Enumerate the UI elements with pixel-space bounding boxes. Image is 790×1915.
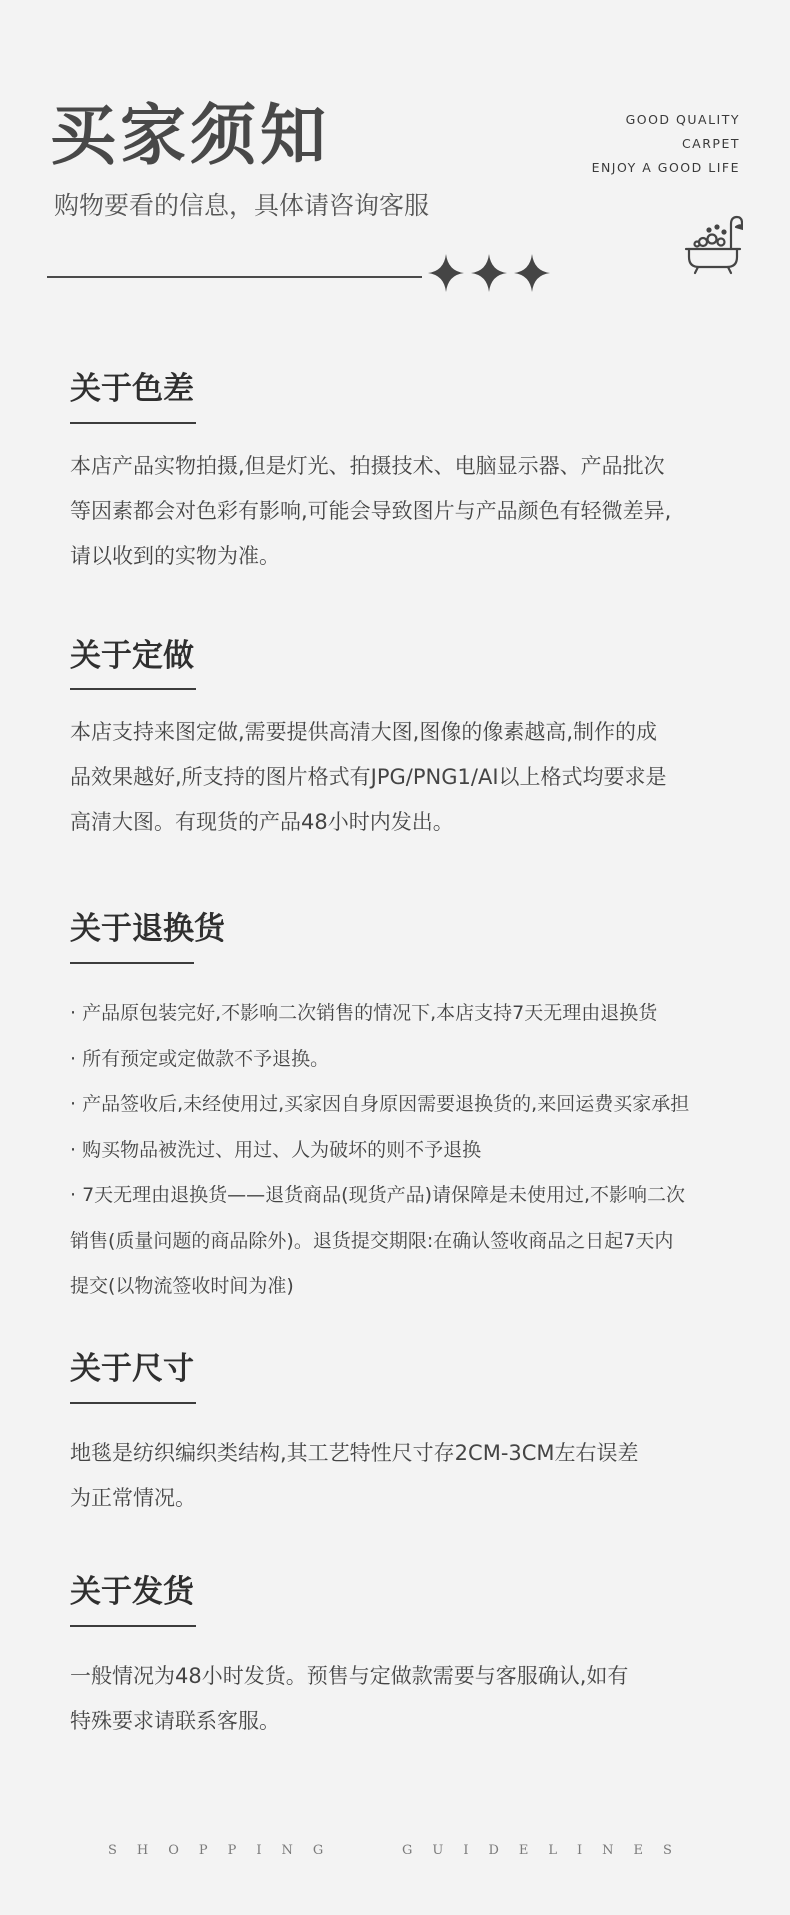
section-body-customization [70, 710, 740, 845]
list-item: · 购买物品被洗过、用过、人为破坏的则不予退换 [70, 1138, 482, 1161]
section-title-shipping: 关于发货 [70, 1574, 194, 1610]
footer-guidelines: GUIDELINES [402, 1843, 692, 1858]
section-underline [70, 422, 196, 424]
body-line: 为正常情况。 [70, 1486, 196, 1510]
section-body-color-difference [70, 444, 740, 579]
star-icon [428, 254, 464, 292]
list-item: 提交(以物流签收时间为准) [70, 1275, 294, 1297]
body-line: 高清大图。有现货的产品48小时内发出。 [70, 810, 454, 834]
footer-shopping: SHOPPING [108, 1843, 344, 1858]
page-title: 买家须知 [50, 97, 330, 174]
section-title-customization: 关于定做 [70, 638, 194, 674]
body-line: 本店产品实物拍摄,但是灯光、拍摄技术、电脑显示器、产品批次 [70, 454, 665, 478]
stars-decoration [426, 250, 554, 296]
star-icon [471, 254, 507, 292]
list-item: 销售(质量问题的商品除外)。退货提交期限:在确认签收商品之日起7天内 [70, 1229, 674, 1252]
section-title-returns: 关于退换货 [70, 911, 225, 947]
list-item: · 7天无理由退换货——退货商品(现货产品)请保障是未使用过,不影响二次 [70, 1184, 686, 1206]
section-title-size: 关于尺寸 [70, 1351, 194, 1387]
page-subtitle: 购物要看的信息，具体请咨询客服 [54, 191, 430, 220]
section-underline [70, 1402, 196, 1404]
body-line: 特殊要求请联系客服。 [70, 1709, 280, 1733]
body-line: 本店支持来图定做,需要提供高清大图,图像的像素越高,制作的成 [70, 720, 658, 744]
section-title-color-difference: 关于色差 [70, 371, 194, 407]
brand-line-3: ENJOY A GOOD LIFE [591, 160, 740, 175]
star-icon [514, 254, 550, 292]
section-underline [70, 962, 194, 964]
brand-tagline [592, 108, 740, 180]
bathtub-icon [683, 214, 743, 276]
body-line: 请以收到的实物为准。 [70, 544, 280, 568]
section-body-returns [70, 991, 750, 1310]
section-body-size [70, 1431, 740, 1521]
section-underline [70, 1625, 196, 1627]
body-line: 地毯是纺织编织类结构,其工艺特性尺寸存2CM-3CM左右误差 [70, 1441, 639, 1465]
list-item: · 产品签收后,未经使用过,买家因自身原因需要退换货的,来回运费买家承担 [70, 1093, 690, 1115]
list-item: · 所有预定或定做款不予退换。 [70, 1047, 330, 1070]
section-underline [70, 688, 196, 690]
section-body-shipping [70, 1654, 740, 1744]
header-divider [47, 276, 422, 278]
list-item: · 产品原包装完好,不影响二次销售的情况下,本店支持7天无理由退换货 [70, 1002, 658, 1024]
body-line: 品效果越好,所支持的图片格式有JPG/PNG1/AI以上格式均要求是 [70, 765, 667, 789]
body-line: 等因素都会对色彩有影响,可能会导致图片与产品颜色有轻微差异, [70, 499, 672, 523]
brand-line-2: CARPET [681, 136, 740, 151]
brand-line-1: GOOD QUALITY [625, 112, 740, 127]
body-line: 一般情况为48小时发货。预售与定做款需要与客服确认,如有 [70, 1664, 629, 1688]
